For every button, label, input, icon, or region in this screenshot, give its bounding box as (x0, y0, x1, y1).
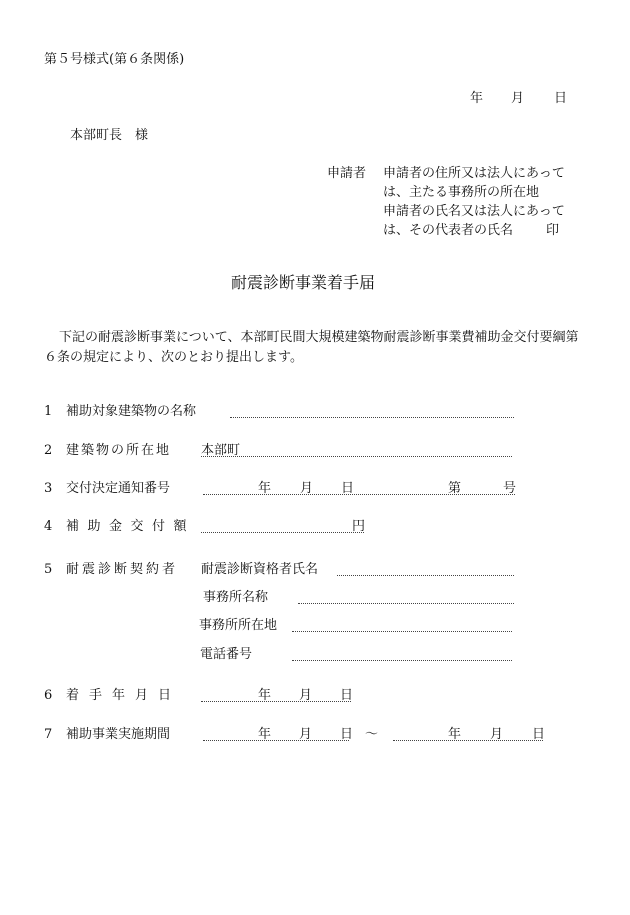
intro-paragraph: 下記の耐震診断事業について、本部町民間大規模建築物耐震診断事業費補助金交付要綱第６条の規定により、次のとおり提出します。 (44, 330, 579, 365)
notice-go-label: 号 (503, 481, 517, 496)
qualified-person-label: 耐震診断資格者氏名 (201, 562, 319, 577)
period-start-field[interactable] (203, 740, 349, 741)
document-title: 耐震診断事業着手届 (231, 273, 376, 292)
notice-month-label: 月 (300, 481, 314, 496)
period-end-field[interactable] (393, 740, 543, 741)
office-address-field[interactable] (292, 631, 512, 632)
applicant-address-line2: は、主たる事務所の所在地 (383, 185, 540, 200)
start-month-label: 月 (299, 688, 313, 703)
applicant-label: 申請者 (327, 166, 367, 181)
date-month-label: 月 (511, 91, 525, 106)
period-end-month-label: 月 (490, 727, 504, 742)
notice-year-label: 年 (258, 481, 272, 496)
item-number: 4 (44, 519, 53, 534)
date-year-label: 年 (470, 91, 484, 106)
item-label: 補助対象建築物の名称 (66, 404, 197, 419)
qualified-person-field[interactable] (337, 575, 514, 576)
date-day-label: 日 (554, 91, 568, 106)
item-number: 7 (44, 727, 53, 742)
period-tilde: ～ (365, 727, 379, 742)
item-label: 着手年月日 (66, 688, 182, 703)
item-label: 耐震診断契約者 (66, 562, 179, 577)
start-year-label: 年 (258, 688, 272, 703)
phone-field[interactable] (292, 660, 512, 661)
location-value: 本部町 (201, 443, 241, 458)
item-label: 交付決定通知番号 (66, 481, 171, 496)
notice-dai-label: 第 (448, 481, 462, 496)
office-name-label: 事務所名称 (203, 590, 269, 605)
item-number: 2 (44, 443, 53, 458)
office-address-label: 事務所所在地 (199, 618, 278, 633)
period-end-year-label: 年 (448, 727, 462, 742)
item-number: 5 (44, 562, 53, 577)
item-number: 1 (44, 404, 53, 419)
subsidy-amount-field[interactable] (201, 532, 364, 533)
applicant-name-line2: は、その代表者の氏名 (383, 223, 514, 238)
phone-label: 電話番号 (200, 647, 253, 662)
office-name-field[interactable] (298, 603, 514, 604)
start-day-label: 日 (340, 688, 354, 703)
yen-unit: 円 (352, 519, 366, 534)
item-label: 建築物の所在地 (66, 443, 172, 458)
notice-day-label: 日 (341, 481, 355, 496)
item-label: 補助金交付額 (66, 519, 196, 534)
notice-number-field[interactable] (203, 494, 515, 495)
period-start-month-label: 月 (299, 727, 313, 742)
item-label: 補助事業実施期間 (66, 727, 171, 742)
item-number: 3 (44, 481, 53, 496)
building-name-field[interactable] (230, 417, 514, 418)
item-number: 6 (44, 688, 53, 703)
applicant-name-line1: 申請者の氏名又は法人にあって (383, 204, 565, 219)
period-start-year-label: 年 (258, 727, 272, 742)
start-date-field[interactable] (201, 701, 351, 702)
addressee: 本部町長 様 (70, 128, 149, 143)
applicant-address-line1: 申請者の住所又は法人にあって (383, 166, 565, 181)
period-start-day-label: 日 (340, 727, 354, 742)
period-end-day-label: 日 (532, 727, 546, 742)
form-number: 第５号様式(第６条関係) (44, 52, 185, 67)
building-location-field[interactable] (201, 456, 512, 457)
seal-mark: 印 (546, 223, 560, 238)
